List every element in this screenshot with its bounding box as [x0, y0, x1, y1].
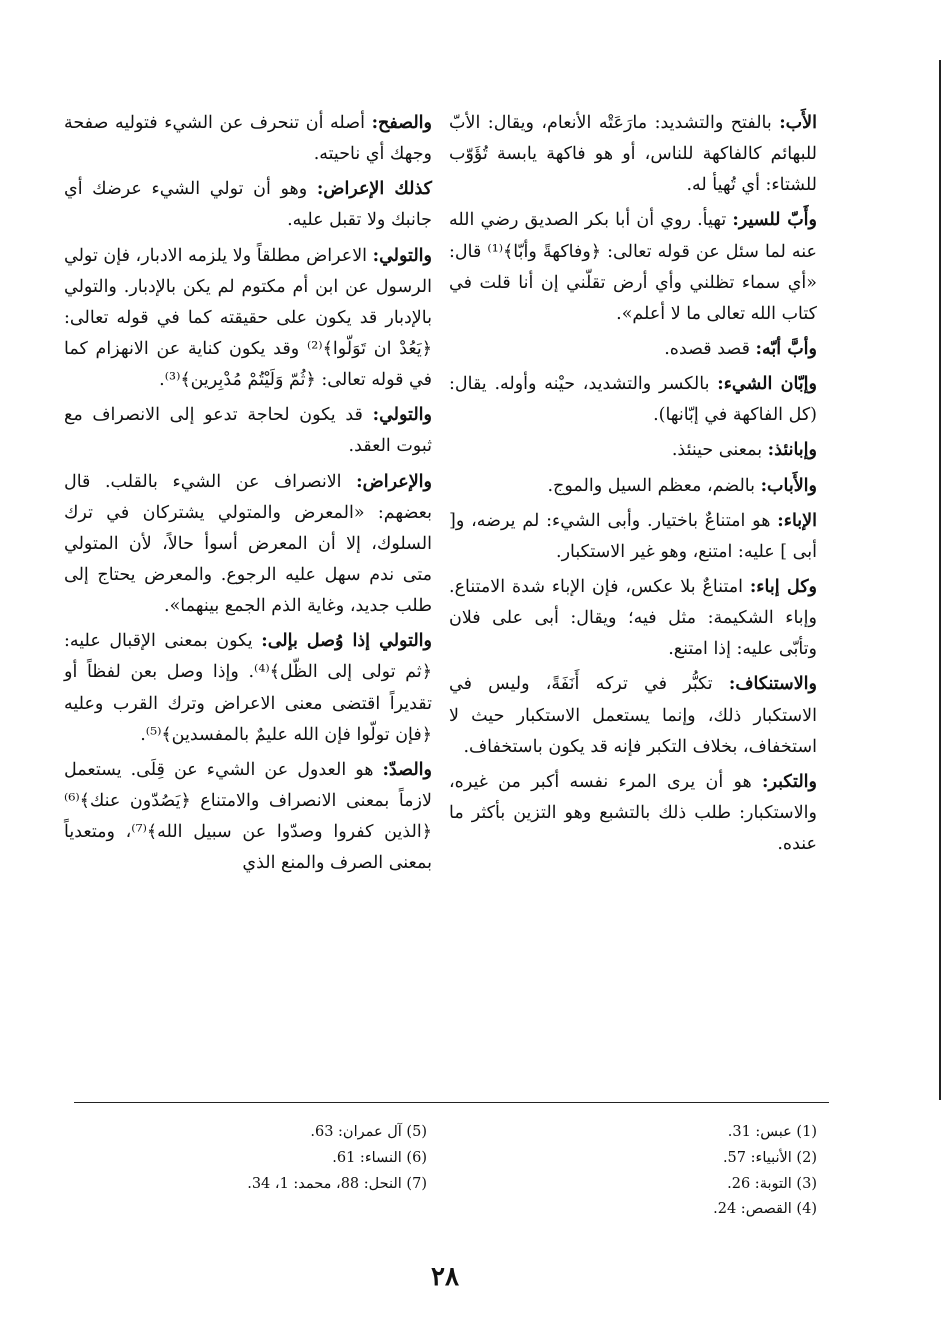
entry-text: الاعراض مطلقاً ولا يلزمه الادبار، فإن تولي الرسول عن ابن أم مكتوم لم يكن بالإدبار. والتولي بالإدبار قد يكون على حقيقته كما في قوله تعالى: ﴿يَعُدْ ان تَوَلّوا﴾⁽²⁾ وقد يكون كناية عن الانهزام كما في قوله تعالى: ﴿ثُمّ وَلَيْتُمْ مُدْبِرين﴾⁽³⁾.	[64, 245, 432, 391]
entry-paragraph	[449, 471, 817, 502]
entry-term: والصفح:	[371, 113, 432, 133]
entry-text: تكبُّر في تركه أَنَفَةً، وليس في الاستكبار ذلك، وإنما يستعمل الاستكبار حيث لا استخفاف، بخلاف التكبر فإنه قد يكون باستخفاف.	[449, 674, 817, 757]
entry-paragraph	[64, 108, 432, 170]
entry-term: وإبّان الشيء:	[717, 374, 817, 395]
entry-term: والتكبر:	[762, 771, 817, 792]
entry-text: أصله أن تنحرف عن الشيء فتوليه صفحة وجهك أي ناحيته.	[64, 113, 432, 165]
entry-text: هو امتناعٌ باختيار. وأبى الشيء: لم يرضه، و[ أبى ] عليه: امتنع، وهو غير الاستكبار.	[449, 510, 817, 562]
entry-term: كذلك الإعراض:	[316, 179, 432, 200]
entry-paragraph	[449, 669, 817, 762]
entry-text: قصد قصده.	[664, 338, 756, 359]
entry-term: الإباء:	[777, 510, 817, 531]
footnote-item: (4) القصص: 24.	[713, 1201, 817, 1218]
entry-text: بمعنى حينئذ.	[671, 440, 768, 461]
entry-term: وأَبّ للسير:	[732, 210, 817, 231]
footnotes-right	[487, 1120, 817, 1223]
entry-term: والأَباب:	[760, 475, 817, 496]
page-edge-line	[939, 60, 941, 1100]
entry-term: وكل إباء:	[749, 576, 817, 597]
entry-paragraph	[64, 400, 432, 462]
entry-paragraph	[449, 334, 817, 365]
footnote-item: (2) الأنبياء: 57.	[722, 1149, 817, 1166]
entry-paragraph	[64, 626, 432, 751]
footnote-item: (1) عبس: 31.	[727, 1124, 817, 1140]
footnote-item: (7) النحل: 88، محمد: 1، 34.	[247, 1175, 427, 1192]
entry-text: بالكسر والتشديد، حيْنه وأوله. يقال: (كل الفاكهة في إبّانها).	[449, 374, 817, 426]
entry-text: هو العدول عن الشيء عن قِلَى. يستعمل لازماً بمعنى الانصراف والامتناع ﴿يَصُدّون عنك﴾⁽⁶⁾ ﴿الذين كفروا وصدّوا عن سبيل الله﴾⁽⁷⁾، ومتعدياً بمعنى الصرف والمنع الذي	[64, 759, 432, 874]
entry-term: والتولي:	[372, 405, 432, 426]
right-text-column	[449, 108, 817, 864]
entry-text: وهو أن تولي الشيء عرضك أي جانبك ولا تقبل عليه.	[64, 179, 432, 231]
entry-paragraph	[449, 205, 817, 330]
entry-term: والتولي:	[372, 245, 432, 266]
entry-term: والإعراض:	[356, 471, 432, 492]
entry-text: هو أن يرى المرء نفسه أكبر من غيره، والاستكبار: طلب ذلك بالتشبع وهو التزين بأكثر ما عنده.	[449, 771, 817, 855]
entry-paragraph	[449, 369, 817, 431]
entry-paragraph	[449, 506, 817, 568]
entry-paragraph	[64, 241, 432, 397]
left-text-column	[64, 108, 432, 883]
entry-paragraph	[449, 767, 817, 860]
entry-term: وإبانئذ:	[767, 440, 817, 461]
entry-text: بالفتح والتشديد: مارَعَتْه الأنعام، ويقال: الأبّ للبهائم كالفاكهة للناس، أو هو فاكهة يابسة تُؤَوّب للشتاء: أي تُهيأ له.	[449, 113, 817, 196]
entry-text: بالضم، معظم السيل والموج.	[547, 475, 761, 496]
entry-term: والاستنكاف:	[728, 674, 817, 695]
entry-paragraph	[449, 108, 817, 201]
entry-text: يكون بمعنى الإقبال عليه: ﴿ثم تولى إلى الظّل﴾⁽⁴⁾. وإذا وصل بعن لفظاً أو تقديراً اقتضى معنى الاعراض وترك القرب وعليه ﴿فإن تولّوا فإن الله عليمٌ بالمفسدين﴾⁽⁵⁾.	[64, 631, 432, 745]
entry-text: امتناعٌ بلا عكس، فإن الإباء شدة الامتناع. وإباء الشكيمة: مثل فيه؛ ويقال: أبى على فلان وتأبّى عليه: إذا امتنع.	[449, 576, 817, 660]
entry-term: والصدّ:	[382, 759, 432, 780]
footnotes-left	[97, 1120, 427, 1197]
footnote-item: (5) آل عمران: 63.	[310, 1124, 427, 1140]
entry-paragraph	[64, 467, 432, 623]
entry-paragraph	[64, 755, 432, 880]
entry-term: وأبَّ أبّه:	[755, 338, 817, 359]
footnote-separator	[74, 1102, 829, 1103]
footnote-item: (6) النساء: 61.	[332, 1149, 427, 1166]
entry-text: قد يكون لحاجة تدعو إلى الانصراف مع ثبوت العقد.	[64, 405, 432, 457]
entry-term: والتولي إذا وُصل بإلى:	[261, 631, 432, 652]
entry-term: الأَب:	[779, 113, 817, 133]
entry-paragraph	[449, 572, 817, 665]
entry-text: الانصراف عن الشيء بالقلب. قال بعضهم: «المعرض والمتولي يشتركان في ترك السلوك، إلا أن المعرض أسوأ حالاً، لأن المتولي متى ندم سهل عليه الرجوع. والمعرض يحتاج إلى طلب جديد، وغاية الذم الجمع بينهما».	[64, 471, 432, 617]
entry-paragraph	[64, 174, 432, 236]
entry-text: تهيأ. روي أن أبا بكر الصديق رضي الله عنه لما سئل عن قوله تعالى: ﴿وفاكهةً وأبّا﴾⁽¹⁾ قال: «أي سماء تظلني وأي أرض تقلّني إن أنا قلت في كتاب الله تعالى ما لا أعلم».	[449, 210, 817, 324]
page-number: ٢٨	[431, 1262, 459, 1292]
footnote-item: (3) التوبة: 26.	[727, 1175, 817, 1192]
entry-paragraph	[449, 435, 817, 466]
